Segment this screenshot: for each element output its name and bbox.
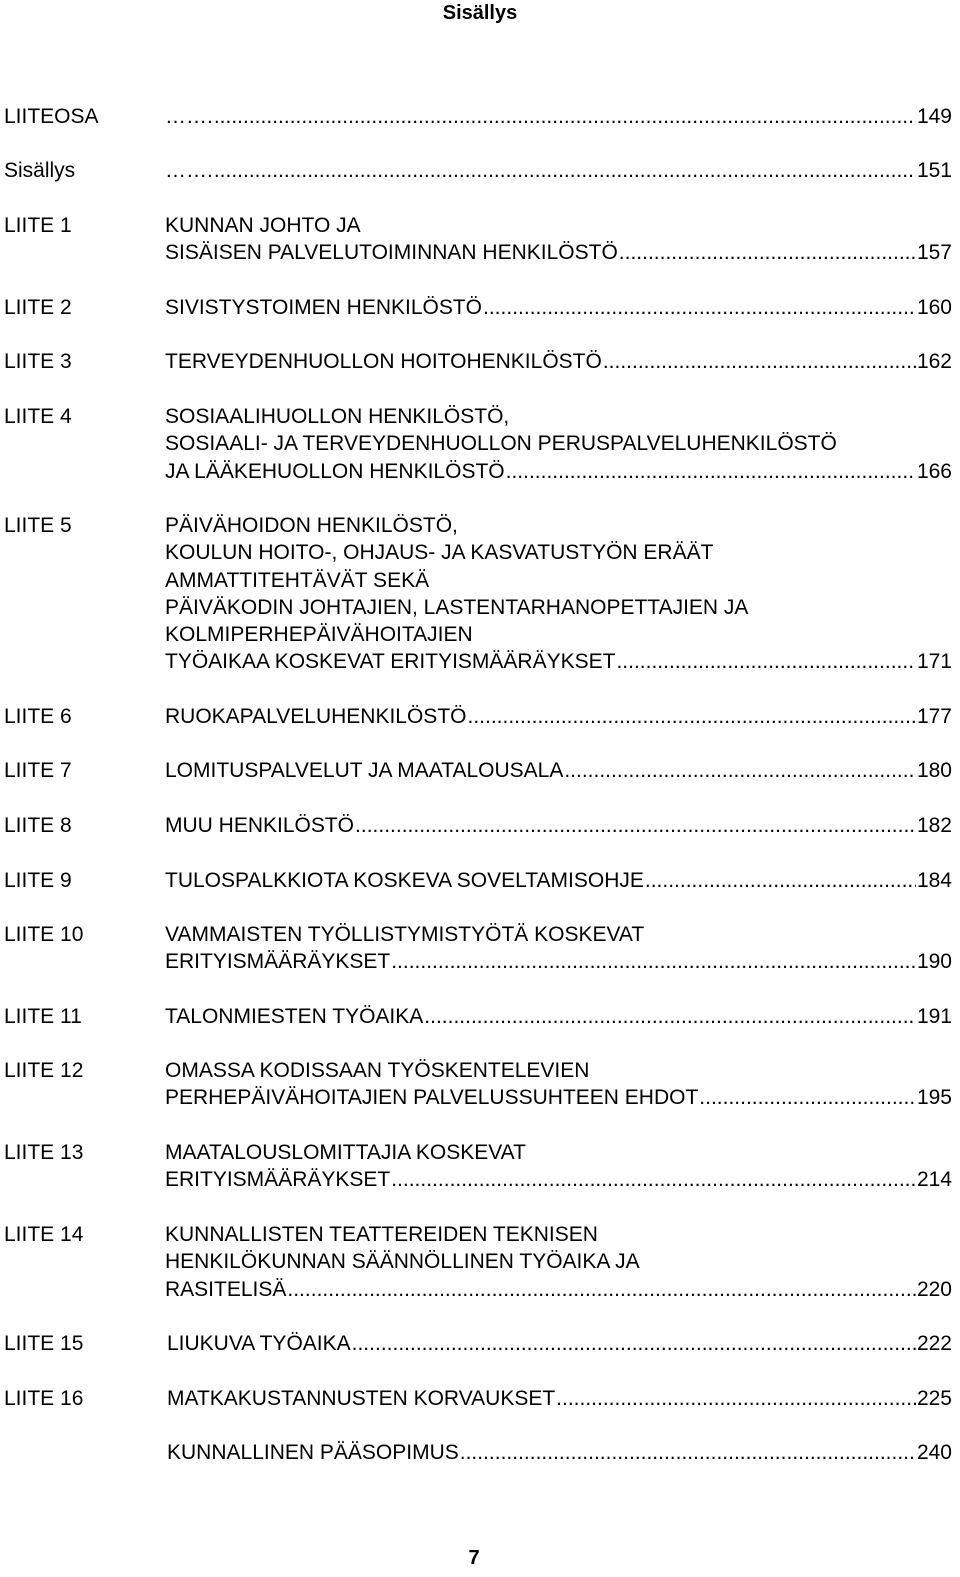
toc-entry-title-line: ERITYISMÄÄRÄYKSET (165, 950, 391, 974)
toc-entry-title-line: SOSIAALIHUOLLON HENKILÖSTÖ, (165, 405, 510, 428)
toc-entry-title (165, 1221, 952, 1303)
toc-entry-page: 180 (916, 759, 952, 782)
toc-entry-title-line: ……. (165, 105, 213, 128)
toc-entry-label: LIITEOSA (4, 105, 99, 128)
toc-entry-title-line: PÄIVÄHOIDON HENKILÖSTÖ, (165, 514, 458, 537)
dot-leader (391, 948, 916, 975)
toc-entry-page: 220 (916, 1277, 952, 1301)
toc-entry-page: 184 (916, 869, 952, 892)
dot-leader (556, 1385, 916, 1412)
toc-entry-page: 214 (916, 1168, 952, 1192)
toc-entry-title (165, 348, 952, 375)
page-title: Sisällys (442, 2, 518, 24)
toc-entry-title-line: MAATALOUSLOMITTAJIA KOSKEVAT (165, 1141, 526, 1164)
toc-entry-page: 162 (916, 350, 952, 373)
toc-entry-title-line: RASITELISÄ (165, 1277, 287, 1301)
toc-entry-title (165, 403, 952, 485)
dot-leader (564, 757, 916, 784)
toc-entry-page: 190 (916, 950, 952, 974)
dot-leader (483, 294, 916, 321)
dot-leader (287, 1276, 916, 1303)
dot-leader (619, 239, 916, 266)
toc-entry-title-line: MATKAKUSTANNUSTEN KORVAUKSET (167, 1387, 556, 1410)
toc-entry-title (167, 1385, 952, 1412)
toc-entry-title-line: OMASSA KODISSAAN TYÖSKENTELEVIEN (165, 1059, 590, 1082)
toc-entry-page: 240 (916, 1441, 952, 1464)
toc-entry-title-line: KUNNALLINEN PÄÄSOPIMUS (167, 1441, 459, 1464)
toc-entry-page: 177 (916, 705, 952, 728)
toc-entry-label: LIITE 7 (4, 759, 72, 782)
toc-entry-label: LIITE 3 (4, 350, 72, 373)
toc-entry-title (165, 512, 952, 676)
toc-entry-page: 171 (916, 650, 952, 674)
toc-entry-title-line: PÄIVÄKODIN JOHTAJIEN, LASTENTARHANOPETTAJIEN JA (165, 595, 749, 619)
toc-entry-label: LIITE 2 (4, 296, 72, 319)
toc-entry-title (165, 757, 952, 784)
toc-entry-page: 160 (916, 296, 952, 319)
toc-entry-page: 222 (916, 1332, 952, 1355)
toc-entry-title-line: KOULUN HOITO-, OHJAUS- JA KASVATUSTYÖN ERÄÄT (165, 541, 714, 565)
toc-entry-title-line: ERITYISMÄÄRÄYKSET (165, 1168, 391, 1192)
dot-leader (391, 1166, 916, 1193)
dot-leader (616, 648, 915, 675)
toc-entry-label: LIITE 16 (4, 1387, 84, 1410)
toc-entry-title-line: TERVEYDENHUOLLON HOITOHENKILÖSTÖ (165, 350, 602, 373)
toc-entry-title-line: TYÖAIKAA KOSKEVAT ERITYISMÄÄRÄYKSET (165, 650, 616, 674)
toc-entry-title-line: LOMITUSPALVELUT JA MAATALOUSALA (165, 759, 564, 782)
toc-entry-title-line: MUU HENKILÖSTÖ (165, 814, 355, 837)
page-number: 7 (468, 1547, 480, 1569)
toc-entry-title-line: SOSIAALI- JA TERVEYDENHUOLLON PERUSPALVELUHENKILÖSTÖ (165, 432, 837, 456)
toc-entry-page: 182 (916, 814, 952, 837)
toc-entry-title (165, 1139, 952, 1194)
toc-entry-label: LIITE 1 (4, 214, 72, 237)
toc-entry-title-line: TULOSPALKKIOTA KOSKEVA SOVELTAMISOHJE (165, 869, 644, 892)
dot-leader (506, 458, 916, 485)
toc-entry-title-line: SIVISTYSTOIMEN HENKILÖSTÖ (165, 296, 483, 319)
toc-entry-page: 166 (916, 459, 952, 483)
toc-entry-label: LIITE 8 (4, 814, 72, 837)
toc-entry-label: LIITE 6 (4, 705, 72, 728)
dot-leader (645, 867, 916, 894)
dot-leader (460, 1439, 916, 1466)
toc-entry-title-line: JA LÄÄKEHUOLLON HENKILÖSTÖ (165, 459, 505, 483)
toc-entry-title-line: SISÄISEN PALVELUTOIMINNAN HENKILÖSTÖ (165, 241, 618, 265)
dot-leader (424, 1003, 916, 1030)
toc-entry-title (167, 1439, 952, 1466)
toc-entry-label: LIITE 11 (4, 1005, 82, 1028)
dot-leader (355, 812, 916, 839)
toc-entry-title (165, 1003, 952, 1030)
dot-leader (214, 157, 916, 184)
toc-entry-title-line: KUNNAN JOHTO JA (165, 214, 361, 237)
toc-entry-page: 191 (916, 1005, 952, 1028)
toc-entry-page: 157 (916, 241, 952, 265)
toc-entry-title-line: ……. (165, 159, 213, 182)
toc-entry-page: 151 (916, 159, 952, 182)
toc-entry-title-line: KUNNALLISTEN TEATTEREIDEN TEKNISEN (165, 1223, 598, 1246)
toc-entry-title-line: AMMATTITEHTÄVÄT SEKÄ (165, 568, 430, 592)
dot-leader (603, 348, 916, 375)
toc-entry-label: LIITE 5 (4, 514, 72, 537)
dot-leader (214, 103, 916, 130)
toc-entry-title (165, 867, 952, 894)
dot-leader (467, 703, 915, 730)
toc-entry-title-line: HENKILÖKUNNAN SÄÄNNÖLLINEN TYÖAIKA JA (165, 1250, 640, 1274)
toc-entry-title-line: VAMMAISTEN TYÖLLISTYMISTYÖTÄ KOSKEVAT (165, 923, 645, 946)
toc-entry-title (167, 1330, 952, 1357)
dot-leader (352, 1330, 916, 1357)
toc-entry-title-line: TALONMIESTEN TYÖAIKA (165, 1005, 424, 1028)
toc-entry-label: LIITE 9 (4, 869, 72, 892)
toc-entry-title-line: LIUKUVA TYÖAIKA (167, 1332, 351, 1355)
toc-entry-title-line: PERHEPÄIVÄHOITAJIEN PALVELUSSUHTEEN EHDOT (165, 1086, 699, 1110)
toc-entry-page: 149 (916, 105, 952, 128)
toc-entry-title-line: RUOKAPALVELUHENKILÖSTÖ (165, 705, 467, 728)
toc-entry-title (165, 294, 952, 321)
toc-entry-page: 225 (916, 1387, 952, 1410)
toc-entry-title (165, 212, 952, 267)
toc-entry-label: LIITE 15 (4, 1332, 84, 1355)
toc-entry-label: LIITE 12 (4, 1059, 84, 1082)
toc-entry-title (165, 103, 952, 130)
toc-entry-label: Sisällys (4, 159, 76, 182)
toc-entry-title (165, 157, 952, 184)
toc-entry-label: LIITE 10 (4, 923, 84, 946)
toc-entry-title (165, 921, 952, 976)
toc-entry-title-line: KOLMIPERHEPÄIVÄHOITAJIEN (165, 623, 473, 647)
toc-entry-label: LIITE 4 (4, 405, 72, 428)
toc-entry-title (165, 1057, 952, 1112)
toc-entry-title (165, 703, 952, 730)
dot-leader (699, 1084, 916, 1111)
toc-entry-label: LIITE 13 (4, 1141, 84, 1164)
toc-entry-title (165, 812, 952, 839)
toc-entry-label: LIITE 14 (4, 1223, 84, 1246)
toc-entry-page: 195 (916, 1086, 952, 1110)
